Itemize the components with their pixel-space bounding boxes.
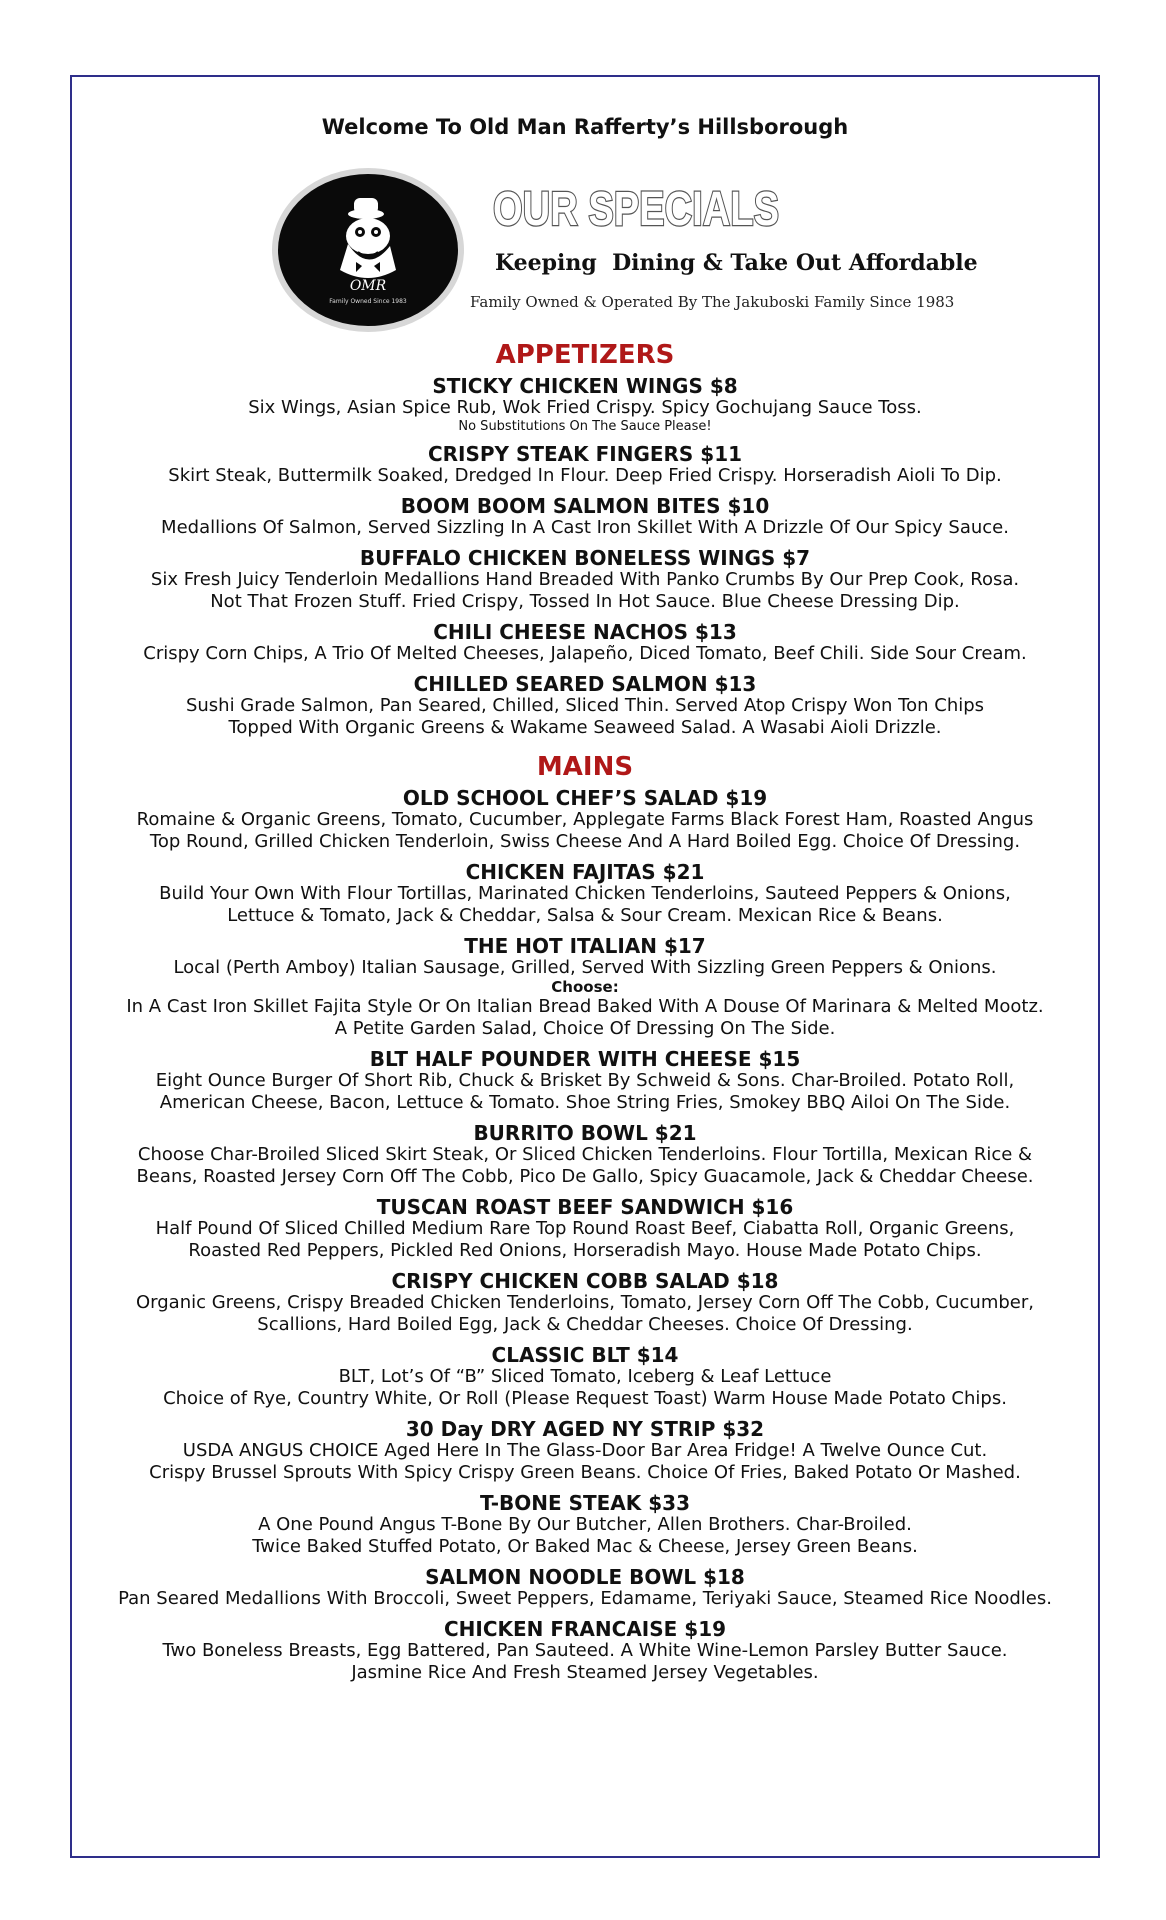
description-line: USDA ANGUS CHOICE Aged Here In The Glass-Door Bar Area Fridge! A Twelve Ounce Cut. [182, 1440, 988, 1461]
description-line: Not That Frozen Stuff. Fried Crispy, Tossed In Hot Sauce. Blue Cheese Dressing Dip. [210, 591, 960, 612]
menu-item-description [72, 1144, 1098, 1188]
menu-item-name: OLD SCHOOL CHEF’S SALAD $19 [402, 786, 768, 810]
specials-title [489, 177, 789, 237]
menu-item [72, 495, 1098, 539]
description-line: Roasted Red Peppers, Pickled Red Onions, Horseradish Mayo. House Made Potato Chips. [188, 1240, 982, 1261]
menu-item [72, 1492, 1098, 1558]
menu-item-description [72, 1514, 1098, 1558]
menu-item-description [72, 517, 1098, 539]
description-line: Twice Baked Stuffed Potato, Or Baked Mac & Cheese, Jersey Green Beans. [252, 1536, 918, 1557]
menu-item [72, 1196, 1098, 1262]
description-line: Crispy Brussel Sprouts With Spicy Crispy Green Beans. Choice Of Fries, Baked Potato Or Mashed. [149, 1462, 1021, 1483]
description-line: Local (Perth Amboy) Italian Sausage, Grilled, Served With Sizzling Green Peppers & Onions. [173, 957, 997, 978]
menu-item [72, 443, 1098, 487]
description-line: Choose Char-Broiled Sliced Skirt Steak, Or Sliced Chicken Tenderloins. Flour Tortilla, Mexican Rice & [137, 1144, 1033, 1165]
menu-item [72, 1618, 1098, 1684]
menu-item-name: CHILLED SEARED SALMON $13 [413, 672, 757, 696]
menu-item-description [72, 1218, 1098, 1262]
menu-item [72, 621, 1098, 665]
menu-item-description [72, 569, 1098, 613]
menu-item-description [72, 465, 1098, 487]
menu-item-name: STICKY CHICKEN WINGS $8 [432, 374, 738, 398]
menu-item-name: T-BONE STEAK $33 [479, 1491, 690, 1515]
menu-item-description [72, 957, 1098, 1040]
appetizers-heading: APPETIZERS [495, 340, 675, 370]
menu-item-name: BLT HALF POUNDER WITH CHEESE $15 [369, 1047, 801, 1071]
menu-item-name: 30 Day DRY AGED NY STRIP $32 [405, 1417, 765, 1441]
description-line: Two Boneless Breasts, Egg Battered, Pan Sauteed. A White Wine-Lemon Parsley Butter Sauce. [162, 1640, 1008, 1661]
description-line: Pan Seared Medallions With Broccoli, Sweet Peppers, Edamame, Teriyaki Sauce, Steamed Rice Noodles. [118, 1588, 1052, 1609]
menu-item-name: BUFFALO CHICKEN BONELESS WINGS $7 [359, 546, 811, 570]
menu-item [72, 1270, 1098, 1336]
description-line: A One Pound Angus T-Bone By Our Butcher, Allen Brothers. Char-Broiled. [258, 1514, 912, 1535]
description-line: Sushi Grade Salmon, Pan Seared, Chilled, Sliced Thin. Served Atop Crispy Won Ton Chips [185, 695, 985, 716]
menu-item-description [72, 1440, 1098, 1484]
description-line: Half Pound Of Sliced Chilled Medium Rare Top Round Roast Beef, Ciabatta Roll, Organic Greens, [155, 1218, 1015, 1239]
description-line: Six Fresh Juicy Tenderloin Medallions Hand Breaded With Panko Crumbs By Our Prep Cook, Rosa. [150, 569, 1020, 590]
menu-item-description [72, 397, 1098, 435]
menu-item-name: CRISPY CHICKEN COBB SALAD $18 [391, 1269, 779, 1293]
menu-item-description [72, 1640, 1098, 1684]
menu-item-name: CRISPY STEAK FINGERS $11 [427, 442, 743, 466]
logo-initials: OMR [349, 278, 387, 294]
mains-heading: MAINS [536, 752, 634, 782]
description-line: Beans, Roasted Jersey Corn Off The Cobb, Pico De Gallo, Spicy Guacamole, Jack & Cheddar Cheese. [136, 1166, 1034, 1187]
menu-item [72, 1048, 1098, 1114]
menu-item-description [72, 1366, 1098, 1410]
menu-item-description [72, 1070, 1098, 1114]
welcome-heading: Welcome To Old Man Rafferty’s Hillsborough [321, 115, 849, 139]
description-line: Romaine & Organic Greens, Tomato, Cucumber, Applegate Farms Black Forest Ham, Roasted Angus [136, 809, 1034, 830]
menu-item-note: No Substitutions On The Sauce Please! [458, 419, 712, 434]
menu-item-description [72, 1292, 1098, 1336]
menu-item [72, 1566, 1098, 1610]
description-line: Topped With Organic Greens & Wakame Seaweed Salad. A Wasabi Aioli Drizzle. [228, 717, 942, 738]
menu-item [72, 547, 1098, 613]
menu [72, 335, 1098, 1692]
menu-item-description [72, 883, 1098, 927]
menu-item-name: THE HOT ITALIAN $17 [464, 934, 706, 958]
description-line: Choice of Rye, Country White, Or Roll (Please Request Toast) Warm House Made Potato Chips. [163, 1388, 1007, 1409]
menu-item-name: CHICKEN FAJITAS $21 [465, 860, 705, 884]
logo-caption: Family Owned Since 1983 [329, 298, 407, 305]
menu-item [72, 861, 1098, 927]
description-line: American Cheese, Bacon, Lettuce & Tomato. Shoe String Fries, Smokey BBQ Ailoi On The Side. [159, 1092, 1011, 1113]
menu-item [72, 1418, 1098, 1484]
menu-item [72, 375, 1098, 435]
menu-item-name: CHILI CHEESE NACHOS $13 [433, 620, 737, 644]
menu-item-description [72, 695, 1098, 739]
description-line: Build Your Own With Flour Tortillas, Marinated Chicken Tenderloins, Sauteed Peppers & Onions, [159, 883, 1011, 904]
description-line: Organic Greens, Crispy Breaded Chicken Tenderloins, Tomato, Jersey Corn Off The Cobb, Cucumber, [136, 1292, 1034, 1313]
appetizers-list [72, 375, 1098, 739]
menu-item-description [72, 1588, 1098, 1610]
tagline: Keeping Dining & Take Out Affordable [495, 250, 978, 276]
menu-item-name: CHICKEN FRANCAISE $19 [443, 1617, 727, 1641]
menu-item [72, 787, 1098, 853]
menu-item [72, 935, 1098, 1040]
omr-logo-icon [278, 174, 458, 326]
family-owned-note: Family Owned & Operated By The Jakuboski Family Since 1983 [470, 293, 955, 311]
description-line: Six Wings, Asian Spice Rub, Wok Fried Crispy. Spicy Gochujang Sauce Toss. [248, 397, 922, 418]
logo [272, 168, 464, 332]
mains-list [72, 787, 1098, 1684]
description-line: BLT, Lot’s Of “B” Sliced Tomato, Iceberg & Leaf Lettuce [338, 1366, 832, 1387]
menu-item-name: BOOM BOOM SALMON BITES $10 [400, 494, 770, 518]
menu-item-name: CLASSIC BLT $14 [491, 1343, 679, 1367]
description-line: Medallions Of Salmon, Served Sizzling In A Cast Iron Skillet With A Drizzle Of Our Spicy Sauce. [161, 517, 1009, 538]
menu-item [72, 673, 1098, 739]
description-line: A Petite Garden Salad, Choice Of Dressing On The Side. [334, 1018, 836, 1039]
menu-item-name: SALMON NOODLE BOWL $18 [425, 1565, 745, 1589]
description-line: Eight Ounce Burger Of Short Rib, Chuck & Brisket By Schweid & Sons. Char-Broiled. Potato Roll, [155, 1070, 1015, 1091]
svg-text:OUR SPECIALS: OUR SPECIALS [493, 183, 779, 236]
menu-item-name: TUSCAN ROAST BEEF SANDWICH $16 [376, 1195, 794, 1219]
description-line: Scallions, Hard Boiled Egg, Jack & Cheddar Cheeses. Choice Of Dressing. [257, 1314, 913, 1335]
description-line: Top Round, Grilled Chicken Tenderloin, Swiss Cheese And A Hard Boiled Egg. Choice Of Dressing. [149, 831, 1021, 852]
description-line: Jasmine Rice And Fresh Steamed Jersey Vegetables. [351, 1662, 819, 1683]
menu-item-description [72, 809, 1098, 853]
description-line: In A Cast Iron Skillet Fajita Style Or On Italian Bread Baked With A Douse Of Marinara & Melted Mootz. [126, 996, 1044, 1017]
menu-item-description [72, 643, 1098, 665]
menu-item [72, 1122, 1098, 1188]
menu-item [72, 1344, 1098, 1410]
menu-item-choose-label: Choose: [551, 978, 619, 996]
description-line: Lettuce & Tomato, Jack & Cheddar, Salsa & Sour Cream. Mexican Rice & Beans. [227, 905, 943, 926]
description-line: Crispy Corn Chips, A Trio Of Melted Cheeses, Jalapeño, Diced Tomato, Beef Chili. Side Sour Cream. [143, 643, 1027, 664]
description-line: Skirt Steak, Buttermilk Soaked, Dredged In Flour. Deep Fried Crispy. Horseradish Aioli To Dip. [168, 465, 1002, 486]
menu-item-name: BURRITO BOWL $21 [473, 1121, 697, 1145]
